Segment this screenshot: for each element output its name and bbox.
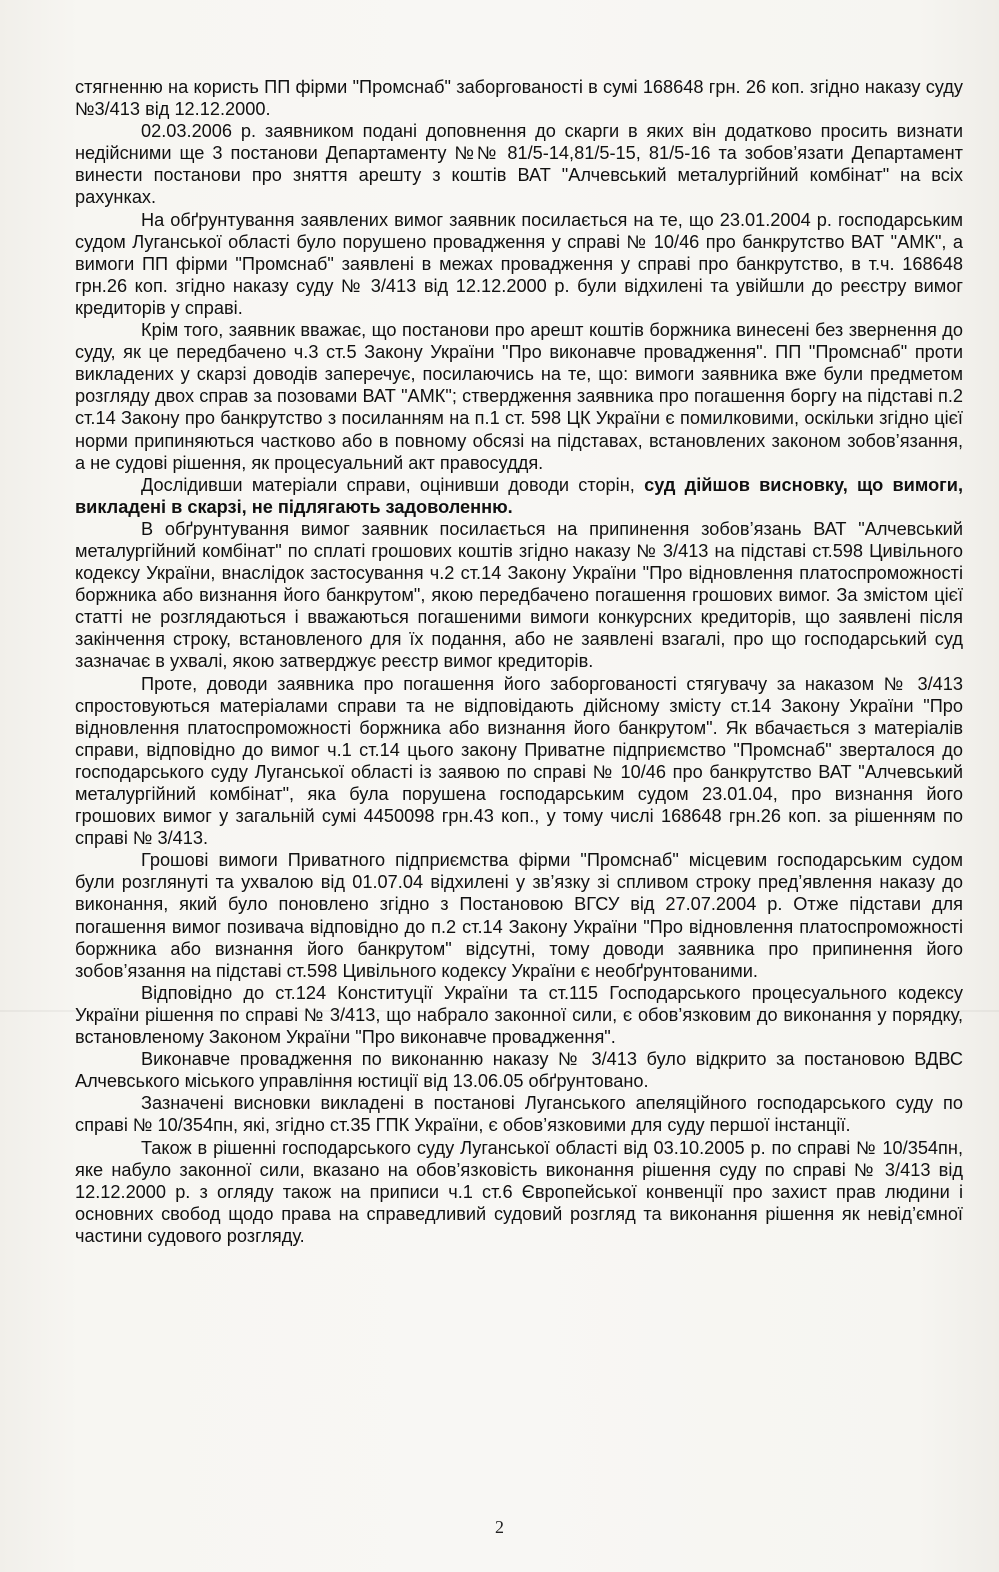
paragraph-objections: Крім того, заявник вважає, що постанови про арешт коштів боржника винесені без звернення до суду, як це передбачено ч.3 ст.5 Закону України "Про виконавче провадження". ПП "Промснаб" проти викладених у скарзі доводів заперечує, посилаючись на те, що: вимоги заявника вже були предметом розгляду двох справ за позовами ВАТ "АМК"; ствердження заявника про погашення боргу на підставі п.2 ст.14 Закону про банкрутство з посиланням на п.1 ст. 598 ЦК України є помилковими, оскільки згідно цієї норми припиняються частково або в повному обсязі на підставах, встановлених законом зобов’язання, а не судові рішення, як процесуальний акт правосуддя. xyxy=(75,320,963,473)
page-number: 2 xyxy=(495,1517,504,1537)
paragraph-convention: Також в рішенні господарського суду Луганської області від 03.10.2005 р. по справі № 10/354пн, яке набуло законної сили, вказано на обов’язковість виконання рішення суду по справі № 3/413 від 12.12.2000 р. з огляду також на приписи ч.1 ст.6 Європейської конвенції про захист прав людини і основних свобод щодо права на справедливий судовий розгляд та виконання рішення як невід’ємної частини судового розгляду. xyxy=(75,1137,963,1246)
paragraph-constitution: Відповідно до ст.124 Конституції України та ст.115 Господарського процесуального кодексу України рішення по справі № 3/413, що набрало законної сили, є обов’язковим до виконання у порядку, встановленому Законом України "Про виконавче провадження". xyxy=(75,982,963,1048)
conclusion-intro-text: Дослідивши матеріали справи, оцінивши доводи сторін, xyxy=(141,474,645,495)
paragraph-enforcement: Виконавче провадження по виконанню наказу № 3/413 було відкрито за постановою ВДВС Алчевського міського управління юстиції від 13.06.05 обґрунтовано. xyxy=(75,1049,963,1092)
paragraph-conclusion xyxy=(75,474,963,518)
paragraph-appeal-court: Зазначені висновки викладені в постанові Луганського апеляційного господарського суду по справі № 10/354пн, які, згідно ст.35 ГПК України, є обов’язковими для суду першої інстанції. xyxy=(75,1093,963,1136)
document-body xyxy=(75,76,963,1247)
paragraph-additions: 02.03.2006 р. заявником подані доповнення до скарги в яких він додатково просить визнати недійсними ще 3 постанови Департаменту №№ 81/5-14,81/5-15, 81/5-16 та зобов’язати Департамент винести постанови про зняття арешту з коштів ВАТ "Алчевський металургійний комбінат" на всіх рахунках. xyxy=(75,121,963,208)
paragraph-termination-grounds: В обґрунтування вимог заявник посилається на припинення зобов’язань ВАТ "Алчевський металургійний комбінат" по сплаті грошових коштів згідно наказу № 3/413 на підставі ст.598 Цивільного кодексу України, внаслідок застосування ч.2 ст.14 Закону України "Про відновлення платоспроможності боржника або визнання його банкрутом", якою передбачено погашення грошових вимог. За змістом цієї статті не розглядаються і вважаються погашеними вимоги конкурсних кредиторів, що заявлені після закінчення строку, встановленого для їх подання, або не заявлені взагалі, про що господарський суд зазначає в ухвалі, якою затверджує реєстр вимог кредиторів. xyxy=(75,518,963,672)
paragraph-monetary-claims: Грошові вимоги Приватного підприємства фірми "Промснаб" місцевим господарським судом були розглянуті та ухвалою від 01.07.04 відхилені у зв’язку зі спливом строку пред’явлення наказу до виконання, який було поновлено згідно з Постановою ВГСУ від 27.07.2004 р. Отже підстави для погашення вимог позивача відповідно до п.2 ст.14 Закону України "Про відновлення платоспроможності боржника або визнання його банкрутом" відсутні, тому доводи заявника про припинення його зобов’язання на підставі ст.598 Цивільного кодексу України є необґрунтованими. xyxy=(75,850,963,981)
conclusion-bold-text: суд дійшов висновку, що вимоги, викладені в скарзі, не підлягають задоволенню. xyxy=(75,474,963,517)
paragraph-refutation: Проте, доводи заявника про погашення його заборгованості стягувачу за наказом № 3/413 спростовуються матеріалами справи та не відповідають дійсному змісту ст.14 Закону України "Про відновлення платоспроможності боржника або визнання його банкрутом". Як вбачається з матеріалів справи, відповідно до вимог ч.1 ст.14 цього закону Приватне підприємство "Промснаб" зверталося до господарського суду Луганської області із заявою по справі № 10/46 про банкрутство ВАТ "Алчевський металургійний комбінат", яка була порушена господарським судом 23.01.04, про визнання його грошових вимог у загальній сумі 4450098 грн.43 коп., у тому числі 168648 грн.26 коп. за рішенням по справі № 3/413. xyxy=(75,673,963,849)
paragraph-claim-grounds: На обґрунтування заявлених вимог заявник посилається на те, що 23.01.2004 р. господарським судом Луганської області було порушено провадження у справі № 10/46 про банкрутство ВАТ "АМК", а вимоги ПП фірми "Промснаб" заявлені в межах провадження у справі про банкрутство, в т.ч. 168648 грн.26 коп. згідно наказу суду № 3/413 від 12.12.2000 р. були відхилені та увійшли до реєстру вимог кредиторів у справі. xyxy=(75,209,963,318)
paragraph-continuation: стягненню на користь ПП фірми "Промснаб" заборгованості в сумі 168648 грн. 26 коп. згідно наказу суду №3/413 від 12.12.2000. xyxy=(75,77,963,120)
